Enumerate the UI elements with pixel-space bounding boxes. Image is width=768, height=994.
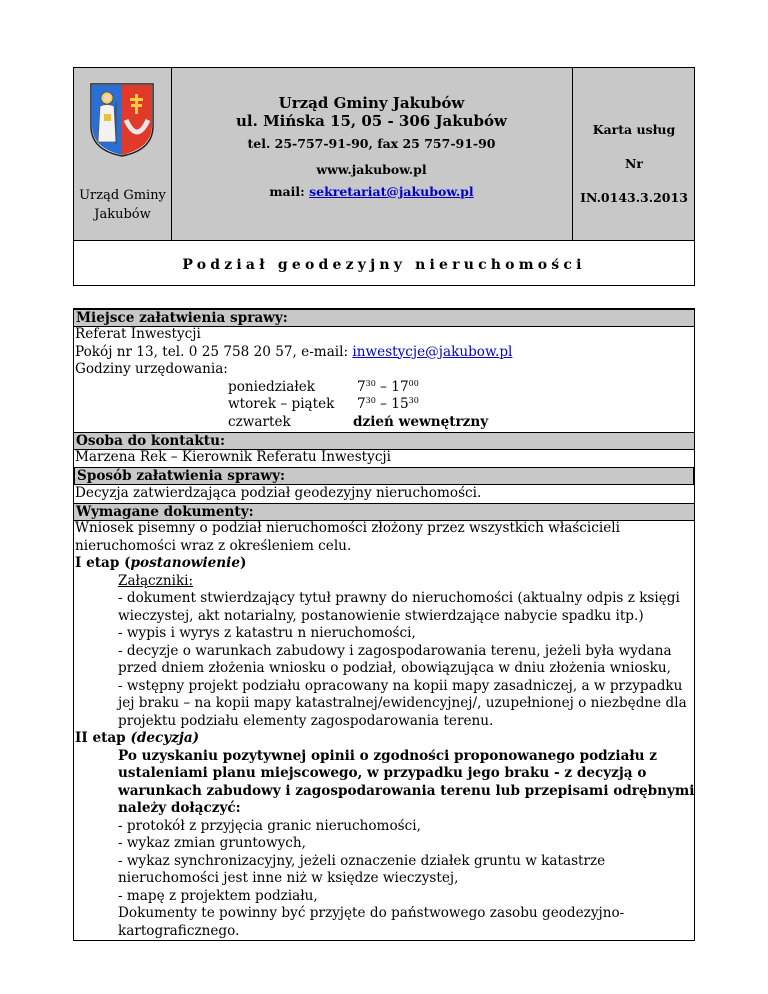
header-card (73, 67, 695, 286)
stage-1-heading (75, 555, 246, 573)
stage-2-line: - wykaz synchronizacyjny, jeżeli oznaczenie działek gruntu w katastrze (118, 852, 606, 869)
office-title-line-1: Urząd Gminy Jakubów (278, 94, 465, 112)
stage-2-line: kartograficznego. (118, 922, 240, 939)
place-room-text: Pokój nr 13, tel. 0 25 758 20 57, e-mail: (75, 343, 349, 360)
place-email-link[interactable]: inwestycje@jakubow.pl (352, 343, 513, 360)
coat-of-arms-icon (89, 82, 155, 158)
stage-2-bold-line: należy dołączyć: (118, 800, 241, 816)
hours-from: 7 (357, 378, 366, 395)
nr-value: IN.0143.3.2013 (580, 190, 688, 205)
nr-label: Nr (624, 156, 643, 171)
stage-2-bold-line: warunkach zabudowy i zagospodarowania terenu lub przepisami odrębnymi (118, 782, 695, 799)
hours-from-min: 30 (365, 396, 376, 405)
stage-2-line: - mapę z projektem podziału, (118, 887, 318, 904)
documents-intro-line-1: Wniosek pisemny o podział nieruchomości złożony przez wszystkich właścicieli (75, 520, 620, 536)
stage-1-line: - wypis i wyrys z katastru n nieruchomości, (118, 625, 416, 641)
attachments-label: Załączniki: (118, 572, 194, 589)
hours-time-tue-fri (357, 396, 419, 414)
section-place-heading: Miejsce załatwienia sprawy: (74, 309, 694, 327)
hours-from: 7 (357, 396, 366, 412)
hours-day-tue-fri: wtorek – piątek (228, 396, 335, 412)
hours-dash: – (380, 396, 387, 412)
stage-2-line: Dokumenty te powinny być przyjęte do państwowego zasobu geodezyjno- (118, 905, 625, 921)
hours-day-thu: czwartek (228, 413, 291, 430)
stage-1-line: - decyzje o warunkach zabudowy i zagospodarowania terenu, jeżeli była wydana (118, 642, 672, 659)
stage-2-line: - wykaz zmian gruntowych, (118, 835, 306, 851)
hours-time-mon (357, 379, 419, 397)
office-label (74, 186, 171, 224)
stage-1-close: ) (239, 555, 247, 571)
card-info-cell (572, 68, 695, 240)
service-title: Podział geodezyjny nieruchomości (182, 257, 586, 273)
mail-label: mail: (269, 184, 305, 199)
stage-2-word: (decyzja) (130, 730, 200, 746)
office-info-cell (171, 68, 572, 240)
mail-link[interactable]: sekretariat@jakubow.pl (309, 184, 474, 199)
place-unit: Referat Inwestycji (75, 326, 201, 342)
section-method-heading: Sposób załatwienia sprawy: (74, 467, 694, 485)
stage-1-line: - wstępny projekt podziału opracowany na kopii mapy zasadniczej, a w przypadku (118, 677, 683, 694)
office-website: www.jakubow.pl (316, 162, 427, 177)
stage-2-bold-line: ustaleniami planu miejscowego, w przypadku jego braku - z decyzją o (118, 765, 647, 781)
card-label: Karta usług (592, 122, 676, 137)
stage-2-label: II etap (75, 730, 131, 746)
logo-cell (74, 68, 172, 240)
stage-2-bold-line: Po uzyskaniu pozytywnej opinii o zgodności proponowanego podziału z (118, 747, 657, 764)
hours-to-min: 00 (408, 378, 419, 388)
stage-1-line: - dokument stwierdzający tytuł prawny do nieruchomości (aktualny odpis z księgi (118, 590, 680, 606)
stage-1-line: przed dniem złożenia wniosku o podział, obowiązująca w dniu złożenia wniosku, (118, 660, 671, 676)
service-details (73, 308, 695, 941)
hours-dash: – (380, 378, 387, 395)
header-top-row (74, 68, 694, 241)
office-label-line-2: Jakubów (94, 207, 151, 222)
place-room (75, 344, 512, 362)
method-text: Decyzja zatwierdzająca podział geodezyjny nieruchomości. (75, 485, 482, 501)
stage-1-word: postanowienie (130, 555, 240, 571)
stage-2-line: - protokół z przyjęcia granic nieruchomości, (118, 817, 421, 834)
stage-1-label: I etap ( (75, 555, 131, 571)
stage-2-line: nieruchomości jest inne niż w księdze wieczystej, (118, 870, 459, 886)
office-label-line-1: Urząd Gminy (79, 188, 166, 203)
hours-to: 15 (391, 396, 409, 412)
contact-person: Marzena Rek – Kierownik Referatu Inwestycji (75, 449, 391, 465)
section-documents-heading: Wymagane dokumenty: (74, 503, 694, 521)
hours-to-min: 30 (408, 396, 419, 405)
office-title (171, 94, 572, 130)
hours-day-mon: poniedziałek (228, 378, 316, 395)
stage-1-line: jej braku – na kopii mapy katastralnej/ewidencyjnej/, uzupełnionej o niezbędne dla (118, 695, 687, 711)
office-phone: tel. 25-757-91-90, fax 25 757-91-90 (247, 136, 496, 151)
hours-thu-note: dzień wewnętrzny (353, 413, 489, 430)
hours-label: Godziny urzędowania: (75, 361, 228, 377)
hours-to: 17 (391, 378, 409, 395)
office-mail-line (171, 184, 572, 199)
stage-1-line: wieczystej, akt notarialny, postanowienie stwierdzające nabycie spadku itp.) (118, 607, 644, 624)
stage-2-heading (75, 730, 199, 748)
stage-1-line: projektu podziału elementy zagospodarowania terenu. (118, 712, 494, 729)
documents-intro-line-2: nieruchomości wraz z określeniem celu. (75, 537, 352, 554)
section-contact-heading: Osoba do kontaktu: (74, 432, 694, 450)
hours-from-min: 30 (365, 378, 376, 388)
office-address: ul. Mińska 15, 05 - 306 Jakubów (236, 112, 507, 130)
